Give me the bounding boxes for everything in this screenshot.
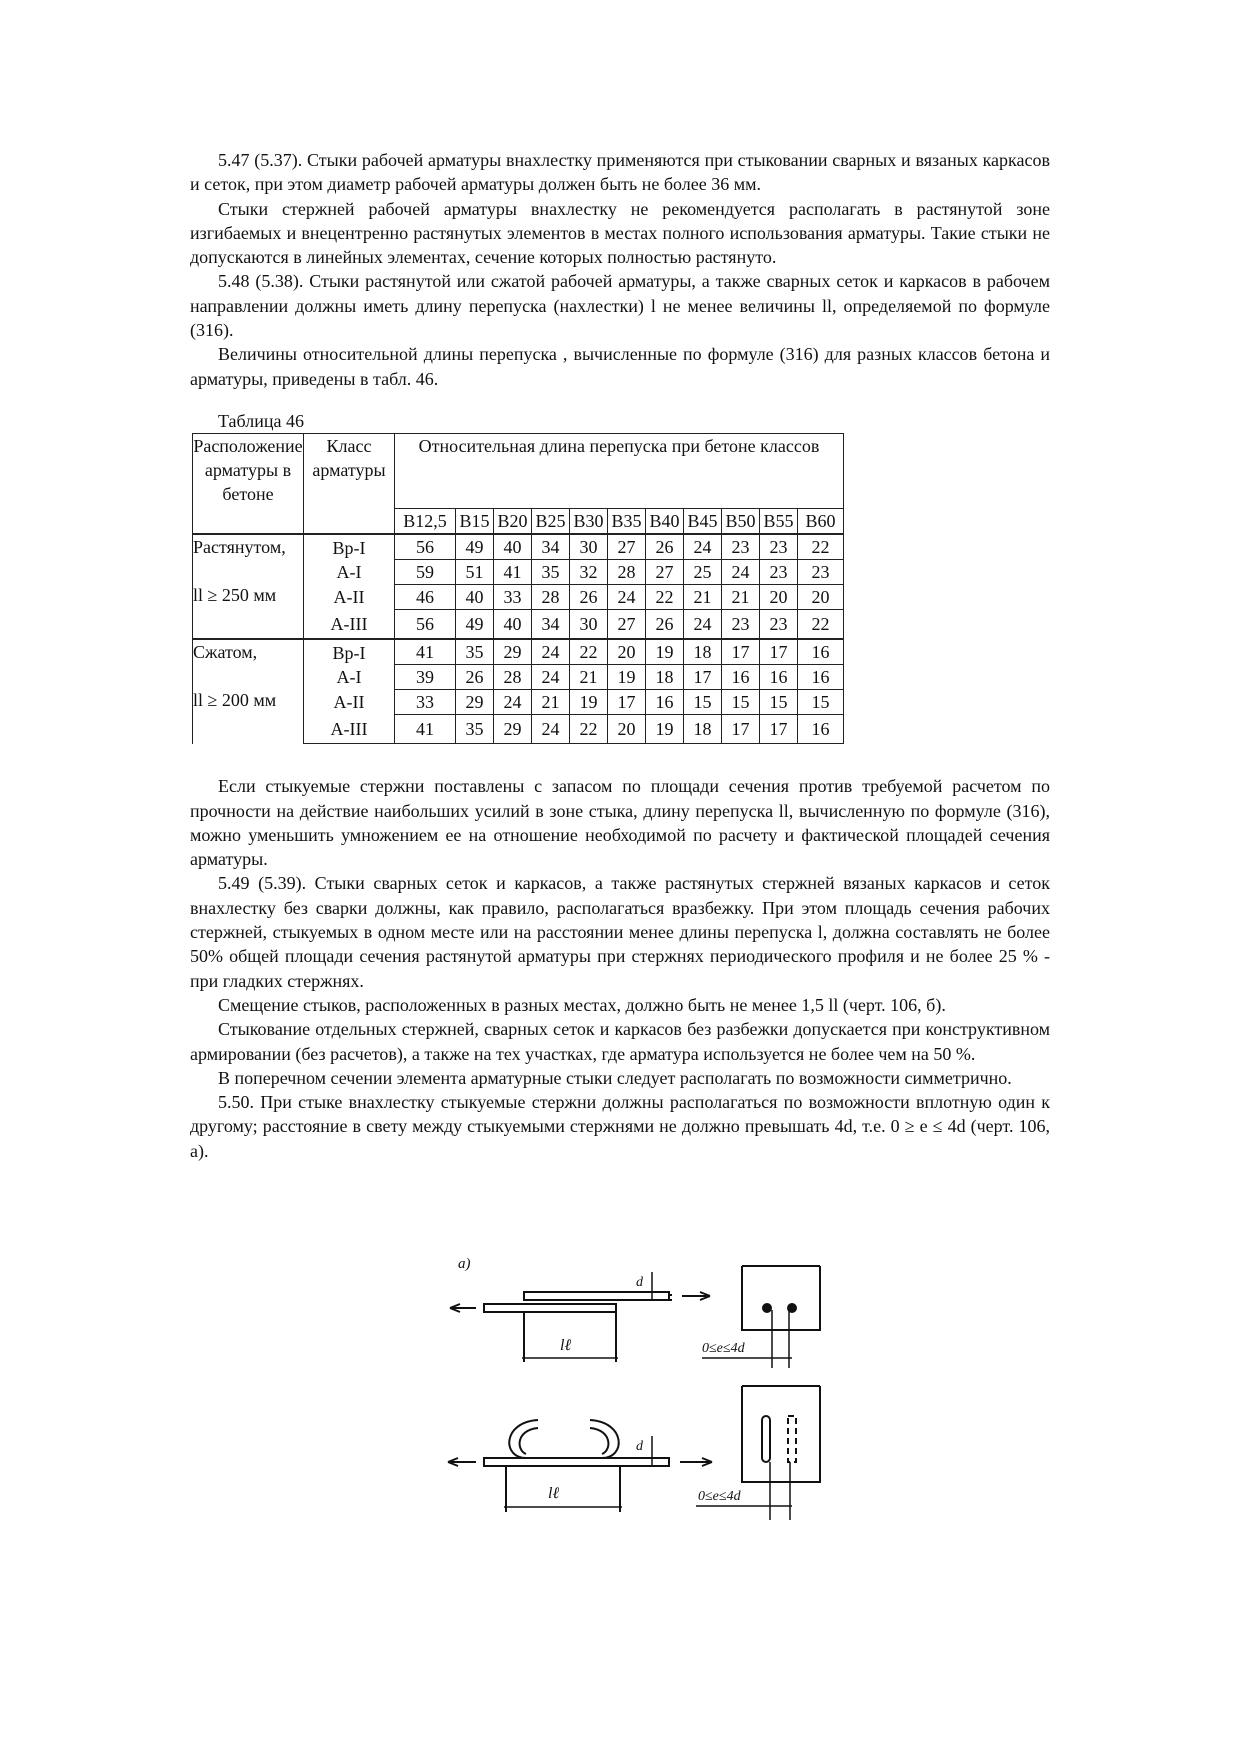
concrete-class-header: B15: [456, 509, 494, 535]
value-cell: 18: [684, 639, 722, 665]
value-cell: 20: [608, 715, 646, 744]
value-cell: 27: [608, 610, 646, 640]
value-cell: 22: [570, 715, 608, 744]
value-cell: 24: [684, 610, 722, 640]
value-cell: 23: [722, 610, 760, 640]
length-label: lℓ: [548, 1485, 560, 1502]
value-cell: 32: [570, 560, 608, 585]
value-cell: 17: [722, 715, 760, 744]
diameter-label: d: [636, 1439, 643, 1454]
rebar-class-cell: A-II: [304, 585, 395, 610]
value-cell: 19: [646, 639, 684, 665]
paragraph: 5.49 (5.39). Стыки сварных сеток и каркасов, а также растянутых стержней вязаных каркасов и сеток внахлестку без сварки должны, как правило, располагаться вразбежку. При этом площадь сечения рабочих стержней, стыкуемых в одном месте или на расстоянии менее длины перепуска l, должна составлять не более 50% общей площади сечения растянутой арматуры при стержнях периодического профиля и не более 25 % - при гладких стержнях.: [190, 873, 1050, 991]
value-cell: 24: [608, 585, 646, 610]
section-view-bottom: [696, 1386, 820, 1520]
paragraph: 5.48 (5.38). Стыки растянутой или сжатой рабочей арматуры, а также сварных сеток и каркасов в рабочем направлении должны иметь длину перепуска (нахлестки) l не менее величины ll, определяемой по формуле (316).: [190, 271, 1050, 341]
value-cell: 21: [570, 665, 608, 690]
value-cell: 21: [532, 690, 570, 715]
value-cell: 15: [684, 690, 722, 715]
paragraph: Стыкование отдельных стержней, сварных сеток и каркасов без разбежки допускается при конструктивном армировании (без расчетов), а также на тех участках, где арматура используется не более чем на 50 %.: [190, 1019, 1050, 1064]
table-row: [193, 639, 844, 665]
value-cell: 19: [646, 715, 684, 744]
value-cell: 49: [456, 610, 494, 640]
concrete-class-header: B12,5: [395, 509, 456, 535]
value-cell: 20: [608, 639, 646, 665]
rebar-class-cell: Bp-I: [304, 639, 395, 665]
value-cell: 46: [395, 585, 456, 610]
value-cell: 33: [494, 585, 532, 610]
length-label: lℓ: [560, 1337, 572, 1354]
value-cell: 23: [760, 610, 798, 640]
header-class: Класс арматуры: [304, 434, 395, 535]
header-group: Относительная длина перепуска при бетоне классов: [395, 434, 844, 509]
concrete-class-header: B20: [494, 509, 532, 535]
location-cell: [193, 639, 304, 744]
value-cell: 19: [608, 665, 646, 690]
arrow-left-icon: [448, 1458, 476, 1466]
header-location: Расположение арматуры в бетоне: [193, 434, 304, 535]
value-cell: 16: [798, 715, 844, 744]
arrow-right-icon: [682, 1292, 710, 1300]
value-cell: 17: [760, 715, 798, 744]
concrete-class-header: B50: [722, 509, 760, 535]
value-cell: 18: [684, 715, 722, 744]
value-cell: 16: [760, 665, 798, 690]
value-cell: 39: [395, 665, 456, 690]
location-label: Растянутом,: [193, 537, 286, 558]
location-condition: ll ≥ 200 мм: [193, 690, 277, 711]
paragraph: Величины относительной длины перепуска , вычисленные по формуле (316) для разных классов бетона и арматуры, приведены в табл. 46.: [190, 344, 1050, 389]
value-cell: 26: [570, 585, 608, 610]
concrete-class-header: B25: [532, 509, 570, 535]
arrow-left-icon: [450, 1304, 476, 1312]
value-cell: 30: [570, 610, 608, 640]
paragraph: Если стыкуемые стержни поставлены с запасом по площади сечения против требуемой расчетом по прочности на действие наибольших усилий в зоне стыка, длину перепуска ll, вычисленную по формуле (316), можно уменьшить умножением ее на отношение необходимой по расчету и фактической площадей сечения арматуры.: [190, 776, 1050, 870]
table-row: [193, 534, 844, 560]
value-cell: 28: [494, 665, 532, 690]
value-cell: 28: [608, 560, 646, 585]
hooked-bars-splice: [448, 1420, 712, 1512]
document-page: [190, 148, 1050, 1163]
value-cell: 24: [532, 715, 570, 744]
rebar-class-cell: A-II: [304, 690, 395, 715]
value-cell: 17: [760, 639, 798, 665]
diameter-label: d: [636, 1275, 643, 1290]
value-cell: 23: [760, 534, 798, 560]
value-cell: 23: [760, 560, 798, 585]
value-cell: 26: [646, 534, 684, 560]
rebar-class-cell: A-I: [304, 560, 395, 585]
value-cell: 16: [646, 690, 684, 715]
value-cell: 20: [760, 585, 798, 610]
value-cell: 24: [684, 534, 722, 560]
straight-bars-splice: [450, 1272, 710, 1362]
value-cell: 29: [494, 639, 532, 665]
value-cell: 26: [456, 665, 494, 690]
paragraph: Смещение стыков, расположенных в разных местах, должно быть не менее 1,5 ll (черт. 106, б).: [218, 994, 946, 1015]
paragraph: 5.50. При стыке внахлестку стыкуемые стержни должны располагаться по возможности вплотную один к другому; расстояние в свету между стыкуемыми стержнями не должно превышать 4d, т.е. 0 ≥ e ≤ 4d (черт. 106, а).: [190, 1092, 1050, 1161]
section-view-top: [702, 1266, 820, 1368]
value-cell: 17: [722, 639, 760, 665]
arrow-right-icon: [680, 1458, 712, 1466]
value-cell: 22: [798, 534, 844, 560]
concrete-class-header: B60: [798, 509, 844, 535]
value-cell: 16: [798, 639, 844, 665]
spacing-label: 0≤e≤4d: [698, 1489, 741, 1504]
figure-106-lap-splice: [440, 1250, 840, 1535]
lap-length-table: [192, 433, 844, 744]
rebar-class-cell: Bp-I: [304, 534, 395, 560]
value-cell: 40: [456, 585, 494, 610]
value-cell: 18: [646, 665, 684, 690]
value-cell: 24: [532, 665, 570, 690]
value-cell: 15: [760, 690, 798, 715]
value-cell: 24: [532, 639, 570, 665]
paragraph: 5.47 (5.37). Стыки рабочей арматуры внахлестку применяются при стыковании сварных и вязаных каркасов и сеток, при этом диаметр рабочей арматуры должен быть не более 36 мм.: [190, 150, 1050, 195]
value-cell: 56: [395, 534, 456, 560]
value-cell: 16: [722, 665, 760, 690]
value-cell: 21: [684, 585, 722, 610]
text-after-table: [190, 774, 1050, 1163]
value-cell: 21: [722, 585, 760, 610]
value-cell: 29: [494, 715, 532, 744]
value-cell: 27: [646, 560, 684, 585]
value-cell: 35: [456, 715, 494, 744]
value-cell: 17: [684, 665, 722, 690]
value-cell: 41: [395, 715, 456, 744]
value-cell: 15: [798, 690, 844, 715]
concrete-class-header: B55: [760, 509, 798, 535]
value-cell: 20: [798, 585, 844, 610]
text-before-table: [190, 148, 1050, 391]
value-cell: 24: [494, 690, 532, 715]
value-cell: 19: [570, 690, 608, 715]
value-cell: 28: [532, 585, 570, 610]
value-cell: 16: [798, 665, 844, 690]
value-cell: 40: [494, 534, 532, 560]
value-cell: 25: [684, 560, 722, 585]
value-cell: 24: [722, 560, 760, 585]
concrete-class-header: B40: [646, 509, 684, 535]
value-cell: 17: [608, 690, 646, 715]
value-cell: 35: [532, 560, 570, 585]
table-caption: Таблица 46: [218, 410, 304, 431]
concrete-class-header: B35: [608, 509, 646, 535]
value-cell: 51: [456, 560, 494, 585]
value-cell: 30: [570, 534, 608, 560]
value-cell: 33: [395, 690, 456, 715]
rebar-class-cell: A-I: [304, 665, 395, 690]
location-condition: ll ≥ 250 мм: [193, 585, 277, 606]
value-cell: 40: [494, 610, 532, 640]
value-cell: 34: [532, 610, 570, 640]
location-cell: [193, 534, 304, 639]
value-cell: 49: [456, 534, 494, 560]
concrete-class-header: B45: [684, 509, 722, 535]
value-cell: 41: [395, 639, 456, 665]
location-label: Сжатом,: [193, 642, 258, 663]
value-cell: 22: [646, 585, 684, 610]
paragraph: Стыки стержней рабочей арматуры внахлестку не рекомендуется располагать в растянутой зоне изгибаемых и внецентренно растянутых элементов в местах полного использования арматуры. Такие стыки не допускаются в линейных элементах, сечение которых полностью растянуто.: [190, 198, 1050, 268]
value-cell: 23: [798, 560, 844, 585]
concrete-class-header: B30: [570, 509, 608, 535]
rebar-class-cell: A-III: [304, 610, 395, 640]
value-cell: 15: [722, 690, 760, 715]
value-cell: 41: [494, 560, 532, 585]
value-cell: 22: [798, 610, 844, 640]
value-cell: 34: [532, 534, 570, 560]
panel-label: а): [458, 1256, 471, 1272]
paragraph: В поперечном сечении элемента арматурные стыки следует располагать по возможности симметрично.: [218, 1067, 1012, 1088]
value-cell: 29: [456, 690, 494, 715]
value-cell: 56: [395, 610, 456, 640]
value-cell: 59: [395, 560, 456, 585]
value-cell: 35: [456, 639, 494, 665]
value-cell: 23: [722, 534, 760, 560]
rebar-class-cell: A-III: [304, 715, 395, 744]
value-cell: 26: [646, 610, 684, 640]
value-cell: 22: [570, 639, 608, 665]
value-cell: 27: [608, 534, 646, 560]
spacing-label: 0≤e≤4d: [702, 1341, 745, 1356]
